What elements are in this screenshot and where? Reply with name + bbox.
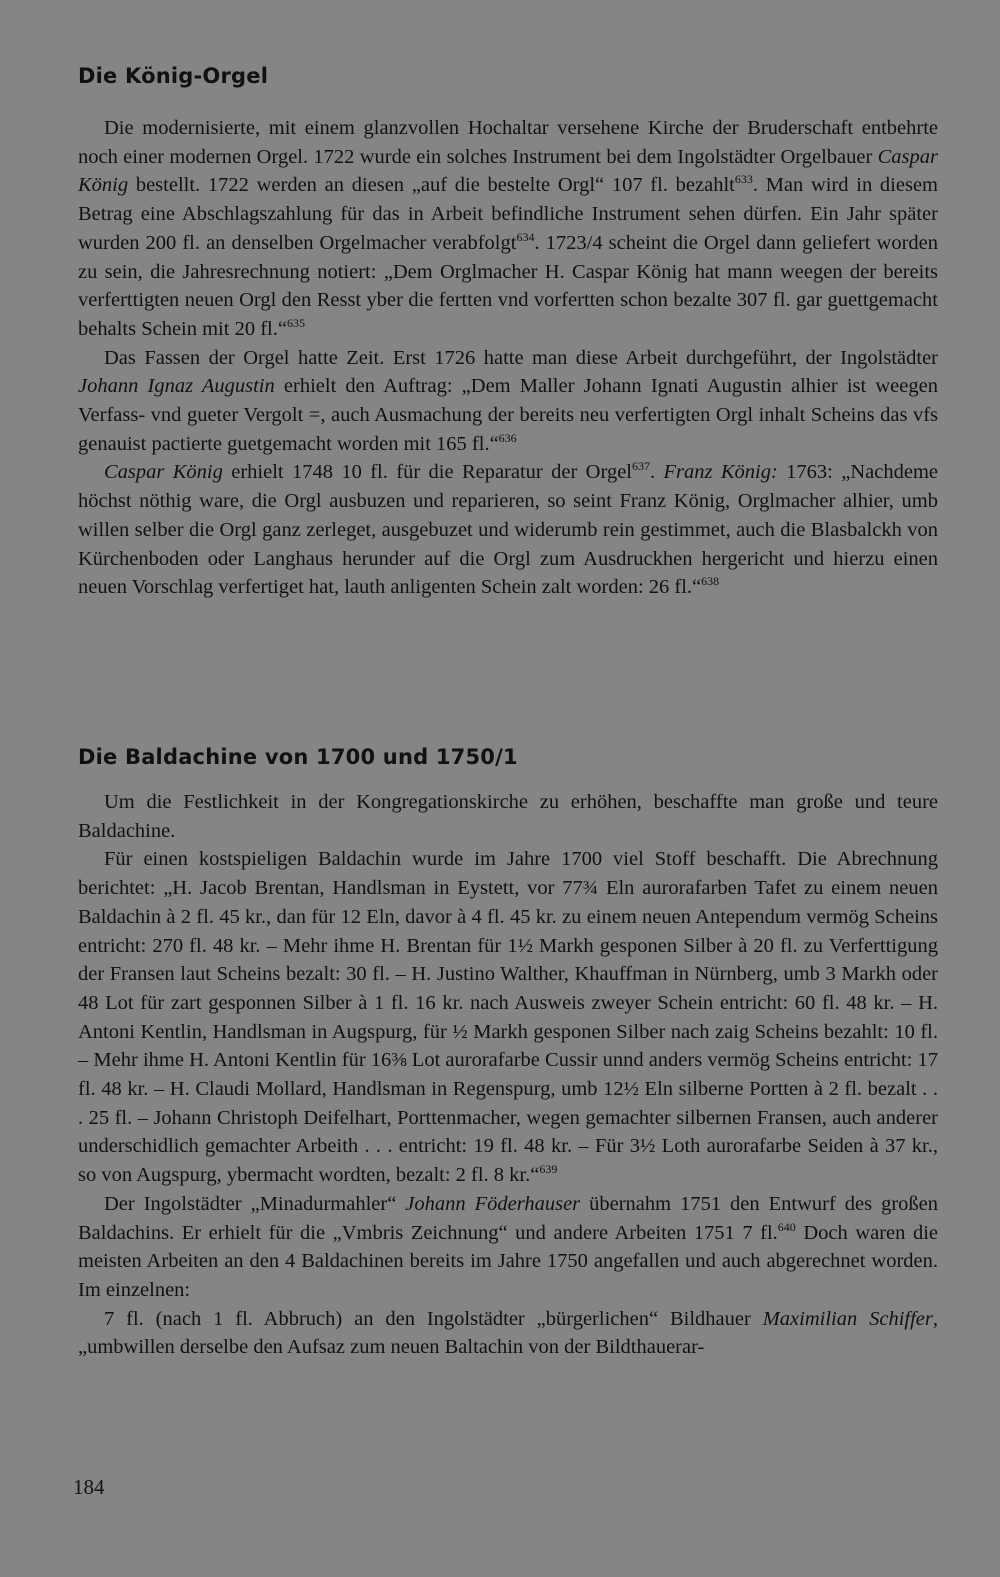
section-heading-baldachine: Die Baldachine von 1700 und 1750/1 [78, 745, 518, 769]
text-run: übernahm 1751 den Entwurf des großen Baldachins. Er erhielt für die „Vmbris Zeichnung“ und andere Arbeiten 1751 7 fl. [78, 1192, 939, 1244]
footnote-ref: 637 [632, 459, 650, 474]
paragraph [78, 788, 938, 845]
page-number: 184 [73, 1475, 105, 1499]
text-run: Doch waren die meisten Arbeiten an den 4 Baldachinen bereits im Jahre 1750 angefallen und auch abgerechnet worden. Im einzelnen: [78, 1221, 938, 1301]
footnote-ref: 639 [539, 1162, 558, 1177]
text-run: , „umbwillen derselbe den Aufsaz zum neuen Baltachin von der Bildthauerar- [78, 1307, 938, 1359]
footnote-ref: 635 [286, 316, 305, 331]
text-run: . [650, 461, 664, 484]
footnote-ref: 634 [516, 229, 535, 244]
section-body-baldachine [78, 788, 938, 1362]
text-run: bestellt. 1722 werden an diesen „auf die bestelte Orgl“ 107 fl. bezahlt [128, 174, 735, 197]
text-run: Um die Festlichkeit in der Kongregationskirche zu erhöhen, beschaffte man große und teure Baldachine. [78, 791, 938, 842]
section-heading-koenig-orgel: Die König-Orgel [78, 64, 269, 88]
paragraph [78, 458, 938, 602]
text-run: . Man wird in diesem Betrag eine Abschlagszahlung für das in Arbeit befindliche Instrument sehen dürfen. Ein Jahr später wurden 200 fl. an denselben Orgelmacher verabfolgt [78, 174, 938, 254]
footnote-ref: 636 [498, 430, 517, 445]
text-run: Der Ingolstädter „Minadurmahler“ [104, 1192, 406, 1215]
text-run: 7 fl. (nach 1 fl. Abbruch) an den Ingolstädter „bürgerlichen“ Bildhauer [104, 1307, 763, 1330]
footnote-ref: 633 [734, 172, 753, 187]
text-run: erhielt 1748 10 fl. für die Reparatur der Orgel [222, 461, 632, 484]
paragraph [78, 114, 938, 344]
person-name: Franz König: [663, 461, 778, 484]
person-name: Johann Föderhauser [405, 1192, 581, 1215]
text-run: erhielt den Auftrag: „Dem Maller Johann Ignati Augustin alhier ist weegen Verfass- vnd gueter Vergolt =, auch Ausmachung der bereits neu verfertigten Orgl inhalt Scheins das vfs genauist pactierte guetgemacht worden mit 165 fl.“ [78, 375, 938, 455]
text-run: Das Fassen der Orgel hatte Zeit. Erst 1726 hatte man diese Arbeit durchgeführt, der Ingolstädter [104, 346, 938, 369]
text-run: Die modernisierte, mit einem glanzvollen Hochaltar versehene Kirche der Bruderschaft entbehrte noch einer modernen Orgel. 1722 wurde ein solches Instrument bei dem Ingolstädter Orgelbauer [78, 117, 938, 168]
footnote-ref: 640 [777, 1219, 796, 1234]
paragraph [78, 1190, 938, 1305]
text-run: 1763: „Nachdeme höchst nöthig ware, die Orgl ausbuzen und reparieren, so seint Franz König, Orglmacher alhier, umb willen selber die Orgl ganz zerleget, ausgebuzet und widerumb rein gestimmet, auch die Blasbalckh von Kürchenboden oder Langhaus herunder auf die Orgl zum Ausdruckhen hergericht und hierzu einen neuen Vorschlag verfertiget hat, lauth anligenten Schein zalt worden: 26 fl.“ [78, 461, 938, 599]
person-name: Maximilian Schiffer [762, 1307, 933, 1330]
text-run: Für einen kostspieligen Baldachin wurde im Jahre 1700 viel Stoff beschafft. Die Abrechnung berichtet: „H. Jacob Brentan, Handlsman in Eystett, vor 77¾ Eln aurorafarben Tafet zu einem neuen Baldachin à 2 fl. 45 kr., dan für 12 Eln, davor à 4 fl. 45 kr. zu einem neuen Antependum vermög Scheins entricht: 270 fl. 48 kr. – Mehr ihme H. Brentan für 1½ Markh gesponen Silber à 20 fl. zu Verferttigung der Fransen laut Scheins bezalt: 30 fl. – H. Justino Walther, Khauffman in Nürnberg, umb 3 Markh oder 48 Lot für zart gesponnen Silber à 1 fl. 16 kr. nach Ausweis zweyer Schein entricht: 60 fl. 48 kr. – H. Antoni Kentlin, Handlsman in Augspurg, für ½ Markh gesponen Silber nach zaig Scheins bezahlt: 10 fl. – Mehr ihme H. Antoni Kentlin für 16⅜ Lot aurorafarbe Cussir unnd anders vermög Scheins entricht: 17 fl. 48 kr. – H. Claudi Mollard, Handlsman in Regenspurg, umb 12½ Eln silberne Portten à 2 fl. bezalt . . . 25 fl. – Johann Christoph Deifelhart, Porttenmacher, wegen gemachter silbernen Fransen, auch anderer underschidlich gemachter Arbeith . . . entricht: 19 fl. 48 kr. – Für 3½ Loth aurorafarbe Seiden à 37 kr., so von Augspurg, ybermacht wordten, bezalt: 2 fl. 8 kr.“ [78, 848, 938, 1187]
footnote-ref: 638 [701, 574, 720, 589]
paragraph [78, 344, 938, 459]
paragraph [78, 1305, 938, 1362]
text-run: . 1723/4 scheint die Orgel dann geliefert worden zu sein, die Jahresrechnung notiert: „Dem Orglmacher H. Caspar König hat mann weegen der bereits verferttigten neuen Orgl den Resst yber die fertten vnd vorfertten schon bezalte 307 fl. gar guettgemacht behalts Schein mit 20 fl.“ [78, 231, 939, 340]
paragraph [78, 845, 938, 1189]
person-name: Johann Ignaz Augustin [78, 375, 275, 398]
section-body-koenig-orgel [78, 114, 938, 602]
person-name: Caspar König [78, 145, 938, 197]
person-name: Caspar König [104, 461, 223, 484]
